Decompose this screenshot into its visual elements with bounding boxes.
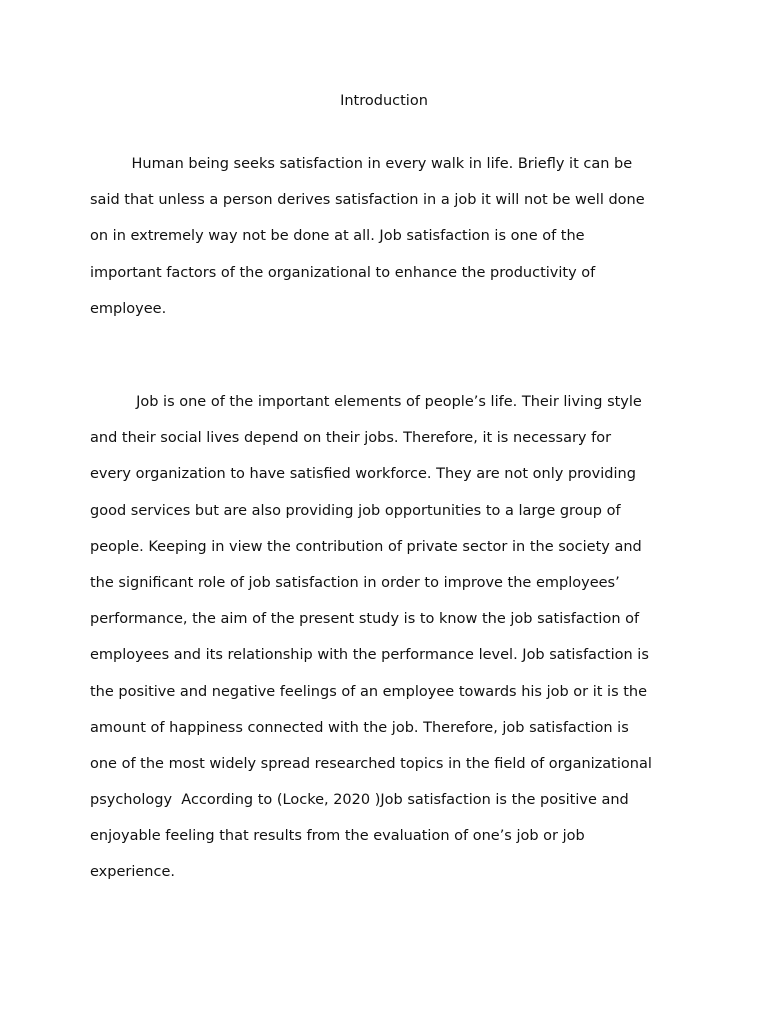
paragraph-line: Job is one of the important elements of people’s life. Their living style bbox=[90, 394, 642, 410]
paragraph-line: psychology According to (Locke, 2020 )Job satisfaction is the positive and bbox=[90, 792, 629, 809]
paragraph-line: good services but are also providing job opportunities to a large group of bbox=[90, 502, 621, 519]
paragraph-line: performance, the aim of the present study is to know the job satisfaction of bbox=[90, 611, 640, 628]
paragraph-line: the significant role of job satisfaction in order to improve the employees’ bbox=[90, 574, 620, 591]
paragraph-line: on in extremely way not be done at all. Job satisfaction is one of the bbox=[90, 228, 585, 245]
paragraph-line: amount of happiness connected with the job. Therefore, job satisfaction is bbox=[90, 719, 629, 736]
paragraph-line: said that unless a person derives satisfaction in a job it will not be well done bbox=[90, 192, 645, 209]
paragraph-line: Human being seeks satisfaction in every walk in life. Briefly it can be bbox=[90, 156, 633, 172]
paragraph-line: people. Keeping in view the contribution of private sector in the society and bbox=[90, 538, 642, 555]
paragraph-line: experience. bbox=[90, 864, 175, 881]
paragraph-line: and their social lives depend on their jobs. Therefore, it is necessary for bbox=[90, 430, 612, 447]
paragraph-line: the positive and negative feelings of an employee towards his job or it is the bbox=[90, 683, 648, 700]
paragraph-line: employees and its relationship with the performance level. Job satisfaction is bbox=[90, 647, 649, 664]
paragraph-line: one of the most widely spread researched topics in the field of organizational bbox=[90, 755, 652, 772]
paragraph-line: employee. bbox=[90, 300, 167, 317]
paragraph-line: every organization to have satisfied workforce. They are not only providing bbox=[90, 466, 636, 483]
paragraph-2 bbox=[90, 384, 680, 891]
section-heading: Introduction bbox=[340, 93, 428, 109]
paragraph-line: important factors of the organizational to enhance the productivity of bbox=[90, 264, 596, 281]
paragraph-1 bbox=[90, 146, 680, 327]
paragraph-line: enjoyable feeling that results from the evaluation of one’s job or job bbox=[90, 828, 585, 845]
